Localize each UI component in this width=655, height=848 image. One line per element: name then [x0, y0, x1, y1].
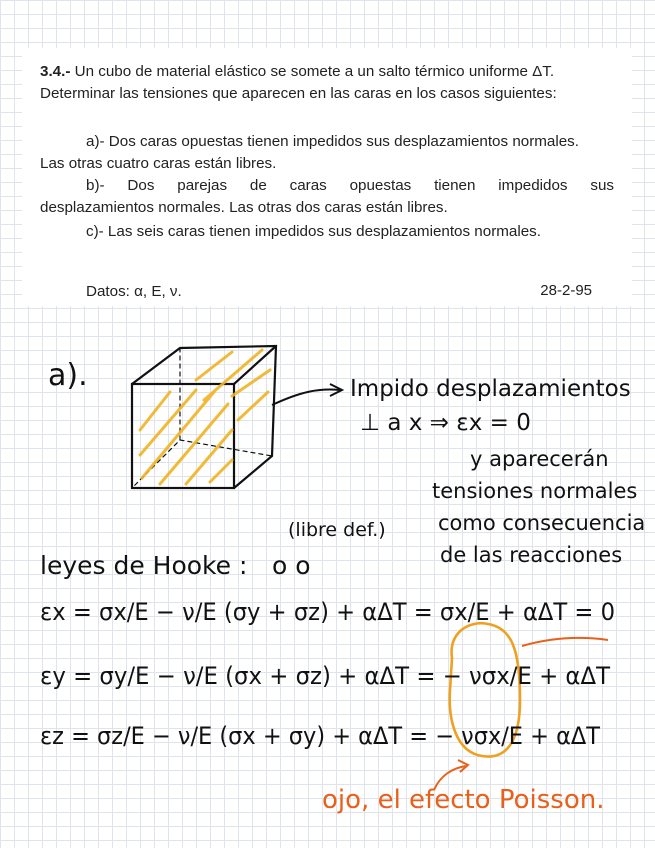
- arrow-icon: [272, 384, 342, 405]
- datos-line: Datos: α, E, ν.: [86, 283, 182, 300]
- hooke-label: leyes de Hooke :: [40, 551, 248, 580]
- case-c-line: c)- Las seis caras tienen impedidos sus desplazamientos normales.: [86, 223, 541, 240]
- aparecen-line-4: de las reacciones: [440, 543, 623, 567]
- statement-line-1: 3.4.- Un cubo de material elástico se somete a un salto térmico uniforme ΔT.: [40, 63, 555, 80]
- libre-def-note: (libre def.): [288, 519, 386, 541]
- impido-line-2: ⊥ a x ⇒ εx = 0: [360, 410, 531, 436]
- label-a: a).: [48, 358, 88, 393]
- aparecen-line-2: tensiones normales: [432, 479, 638, 503]
- problem-number: 3.4.-: [40, 63, 71, 80]
- problem-date: 28-2-95: [540, 282, 592, 299]
- case-a-line-1: a)- Dos caras opuestas tienen impedidos sus desplazamientos normales.: [86, 133, 580, 150]
- equation-epsilon-x: εx = σx/E − ν/E (σy + σz) + αΔT = σx/E + αΔT = 0: [40, 598, 615, 626]
- statement-line-2: Determinar las tensiones que aparecen en las caras en los casos siguientes:: [40, 85, 557, 102]
- impido-line-1: Impido desplazamientos: [350, 376, 631, 402]
- overline-mark: [522, 638, 608, 646]
- poisson-note: ojo, el efecto Poisson.: [322, 785, 605, 815]
- case-b-line-1: b)- Dos parejas de caras opuestas tienen impedidos sus: [86, 177, 614, 194]
- aparecen-line-3: como consecuencia: [438, 511, 646, 535]
- cube-sketch-icon: [132, 346, 276, 488]
- case-b-line-2: desplazamientos normales. Las otras dos caras están libres.: [40, 199, 448, 216]
- equation-epsilon-z: εz = σz/E − ν/E (σx + σy) + αΔT = − νσx/E + αΔT: [40, 722, 601, 750]
- aparecen-line-1: y aparecerán: [470, 447, 609, 471]
- equation-epsilon-y: εy = σy/E − ν/E (σx + σz) + αΔT = − νσx/E + αΔT: [40, 662, 611, 690]
- case-a-line-2: Las otras cuatro caras están libres.: [40, 155, 277, 172]
- zeros-mark: o o: [272, 551, 311, 580]
